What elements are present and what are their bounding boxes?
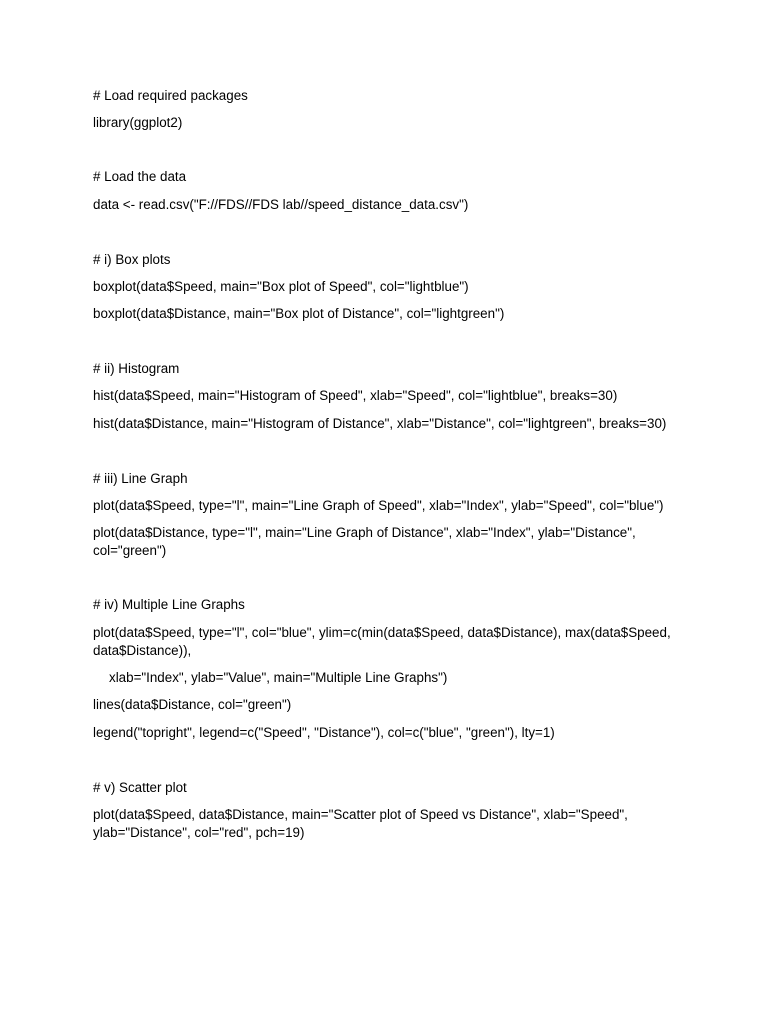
code-boxplot-distance: boxplot(data$Distance, main="Box plot of Distance", col="lightgreen")	[93, 306, 505, 321]
code-plot-multiple-lines: plot(data$Speed, type="l", col="blue", ylim=c(min(data$Speed, data$Distance), max(data$Speed, data$Distance)),	[93, 625, 671, 658]
code-plot-multiple-lines-labels: xlab="Index", ylab="Value", main="Multiple Line Graphs")	[109, 670, 448, 685]
code-legend: legend("topright", legend=c("Speed", "Distance"), col=c("blue", "green"), lty=1)	[93, 725, 555, 740]
code-plot-distance-line: plot(data$Distance, type="l", main="Line Graph of Distance", xlab="Index", ylab="Distance", col="green")	[93, 525, 636, 558]
code-read-csv: data <- read.csv("F://FDS//FDS lab//speed_distance_data.csv")	[93, 197, 469, 212]
comment-multiple-line-graphs: # iv) Multiple Line Graphs	[93, 597, 245, 612]
comment-scatter-plot: # v) Scatter plot	[93, 780, 187, 795]
comment-box-plots: # i) Box plots	[93, 252, 171, 267]
code-lines-distance: lines(data$Distance, col="green")	[93, 697, 292, 712]
comment-histogram: # ii) Histogram	[93, 361, 180, 376]
code-library-ggplot2: library(ggplot2)	[93, 115, 183, 130]
code-plot-speed-line: plot(data$Speed, type="l", main="Line Graph of Speed", xlab="Index", ylab="Speed", col="blue")	[93, 498, 664, 513]
comment-load-data: # Load the data	[93, 169, 187, 184]
code-scatter-plot: plot(data$Speed, data$Distance, main="Scatter plot of Speed vs Distance", xlab="Speed", ylab="Distance", col="red", pch=19)	[93, 807, 628, 840]
code-hist-distance: hist(data$Distance, main="Histogram of Distance", xlab="Distance", col="lightgreen", breaks=30)	[93, 416, 667, 431]
comment-line-graph: # iii) Line Graph	[93, 471, 188, 486]
code-hist-speed: hist(data$Speed, main="Histogram of Speed", xlab="Speed", col="lightblue", breaks=30)	[93, 388, 618, 403]
code-boxplot-speed: boxplot(data$Speed, main="Box plot of Speed", col="lightblue")	[93, 279, 469, 294]
comment-load-packages: # Load required packages	[93, 88, 248, 103]
